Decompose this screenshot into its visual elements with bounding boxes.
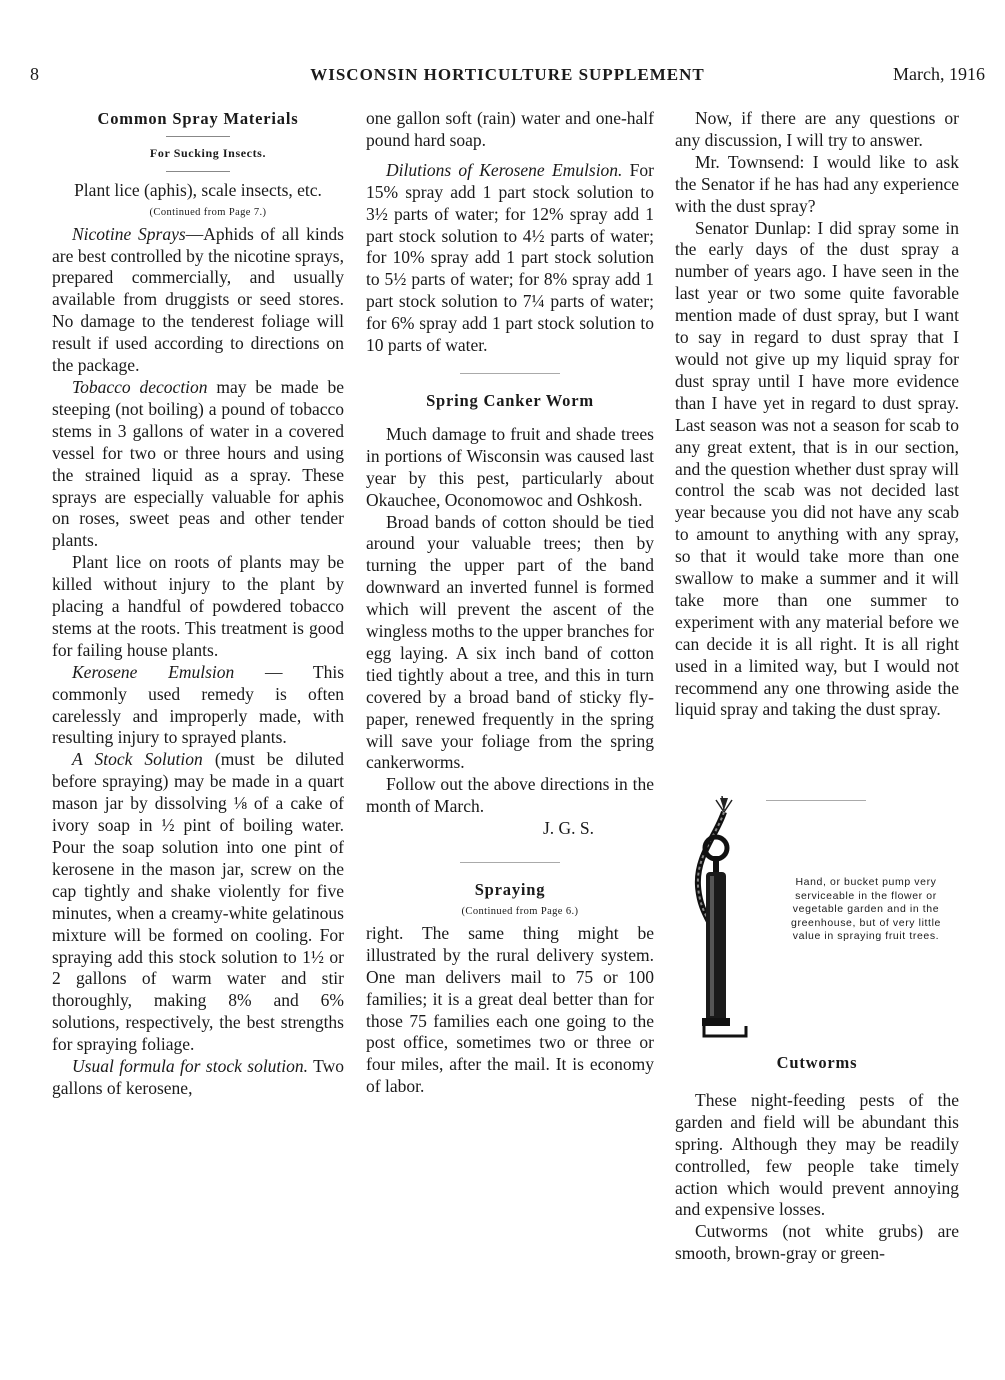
- term-formula: Usual formula for stock solution.: [72, 1056, 309, 1077]
- paragraph-cutworms-intro: These night-feeding pests of the garden and field will be abundant this spring. Although they may be readily controlled, few people take timely action which would prevent annoying and expensive losses.: [675, 1089, 959, 1220]
- paragraph-cutworms-desc: Cutworms (not white grubs) are smooth, brown-gray or green-: [675, 1221, 959, 1264]
- column-2: [366, 108, 654, 1098]
- paragraph-cotton-bands: Broad bands of cotton should be tied around your valuable trees; then by turning the upper part of the band downward an inverted funnel is formed which will prevent the ascent of the wingless moths to the upper branches for egg laying. A six inch band of cotton tied tightly about a tree, and this in turn covered by a broad band of sticky fly-paper, renewed frequently in the spring will save your foliage from the spring cankerworms.: [366, 511, 654, 773]
- pump-figure: [676, 796, 961, 1046]
- paragraph-stock-solution: A Stock Solution (must be diluted before spraying) may be made in a quart mason jar by dissolving ⅛ of a cake of ivory soap in ½ pint of boiling water. Pour the soap solution into one pint of kerosene in the mason jar, screw on the cap tightly and shake violently for five minutes, when a creamy-white gelatinous mixture will be formed on cooling. For spraying add this stock solution to 1½ or 2 gallons of warm water and stir thoroughly, making 8% and 6% solutions, respectively, the best strengths for spraying foliage.: [52, 749, 345, 1055]
- term-tobacco: Tobacco decoction: [72, 376, 208, 397]
- continued-note: (Continued from Page 6.): [461, 906, 579, 917]
- column-3-lower: [675, 1052, 959, 1265]
- paragraph-dilutions: Dilutions of Kerosene Emulsion. For 15% spray add 1 part stock solution to 3½ parts of water; for 12% spray add 1 part stock solution to 4½ parts of water; for 10% spray add 1 part stock solution to 5½ parts of water; for 8% spray add 1 part stock solution to 7¼ parts of water; for 6% spray add 1 part stock solution to 10 parts of water.: [366, 159, 654, 356]
- running-header: [30, 62, 985, 88]
- page-number: 8: [30, 64, 39, 84]
- divider: [460, 862, 560, 863]
- paragraph-questions: Now, if there are any questions or any discussion, I will try to answer.: [675, 108, 959, 150]
- publication-title: WISCONSIN HORTICULTURE SUPPLEMENT: [310, 65, 705, 84]
- paragraph-kerosene: Kerosene Emulsion — This commonly used remedy is often carelessly and improperly made, with resulting injury to sprayed plants.: [52, 661, 345, 748]
- issue-date: March, 1916: [893, 64, 985, 84]
- article-heading-canker-worm: Spring Canker Worm: [426, 390, 594, 410]
- continued-note: (Continued from Page 7.): [149, 206, 267, 218]
- article-heading-common-spray: Common Spray Materials: [97, 109, 299, 128]
- paragraph-formula-cont: one gallon soft (rain) water and one-half pound hard soap.: [366, 108, 654, 150]
- intro-line: Plant lice (aphis), scale insects, etc.: [74, 179, 322, 200]
- figure-caption: Hand, or bucket pump very serviceable in the flower or vegetable garden and in the greenhouse, but of very little value in spraying fruit trees.: [791, 876, 941, 942]
- bucket-pump-illustration: [676, 796, 776, 1046]
- term-stock-solution: A Stock Solution: [72, 749, 203, 770]
- divider: [766, 800, 866, 801]
- divider: [166, 136, 230, 137]
- paragraph-tobacco: Tobacco decoction may be made be steeping (not boiling) a pound of tobacco stems in 3 gallons of water in a covered vessel for two or three hours and using the strained liquid as a spray. These sprays are especially valuable for aphis on roses, sweet peas and other tender plants.: [52, 376, 345, 551]
- divider: [166, 171, 230, 172]
- paragraph-nicotine: Nicotine Sprays—Aphids of all kinds are best controlled by the nicotine sprays, prepared commercially, and usually available from druggists or seed stores. No damage to the tenderest foliage will result if used according to directions on the package.: [52, 223, 344, 376]
- paragraph-rural-delivery: right. The same thing might be illustrated by the rural delivery system. One man delivers mail to 75 or 100 families; it is a great deal better than for those 75 families each one going to the post office, sometimes two or three or four miles, after the mail. It is economy of labor.: [366, 922, 654, 1097]
- term-dilutions: Dilutions of Kerosene Emulsion.: [386, 159, 623, 180]
- subheading-sucking-insects: For Sucking Insects.: [149, 145, 267, 160]
- term-kerosene: Kerosene Emulsion: [72, 661, 235, 682]
- column-3: [675, 108, 959, 721]
- term-nicotine: Nicotine Sprays: [72, 223, 186, 244]
- paragraph-formula: Usual formula for stock solution. Two gallons of kerosene,: [52, 1056, 344, 1098]
- paragraph-root-lice: Plant lice on roots of plants may be killed without injury to the plant by placing a handful of powdered tobacco stems at the roots. This treatment is good for failing house plants.: [52, 552, 344, 660]
- paragraph-townsend: Mr. Townsend: I would like to ask the Senator if he has had any experience with the dust spray?: [675, 151, 959, 216]
- article-heading-spraying: Spraying: [474, 880, 546, 900]
- column-1: [52, 108, 344, 1100]
- paragraph-dunlap: Senator Dunlap: I did spray some in the early days of the dust spray a number of years ago. I have seen in the last year or two some quite favorable mention made of dust spray, but I want to say in regard to dust spray that I would not give up my liquid spray for dust spray until I have more evidence than I have yet in regard to dust spray. Last season was not a season for scab to any great extent, that is in our section, and the question whether dust spray will control the scab was not decided last year because you did not have any scab to amount to anything with any spray, so that it would take more than one swallow to make a summer and it will take more than one summer to experiment with any material before we can decide it is all right. It is all right used in a limited way, but I would not recommend any one throwing aside the liquid spray and taking the dust spray.: [675, 217, 959, 720]
- signature: J. G. S.: [542, 818, 594, 839]
- paragraph-canker-damage: Much damage to fruit and shade trees in portions of Wisconsin was caused last year by this pest, particularly about Okauchee, Oconomowoc and Oshkosh.: [366, 423, 654, 510]
- paragraph-march: Follow out the above directions in the month of March.: [366, 774, 654, 817]
- article-heading-cutworms: Cutworms: [776, 1053, 858, 1072]
- divider: [460, 373, 560, 374]
